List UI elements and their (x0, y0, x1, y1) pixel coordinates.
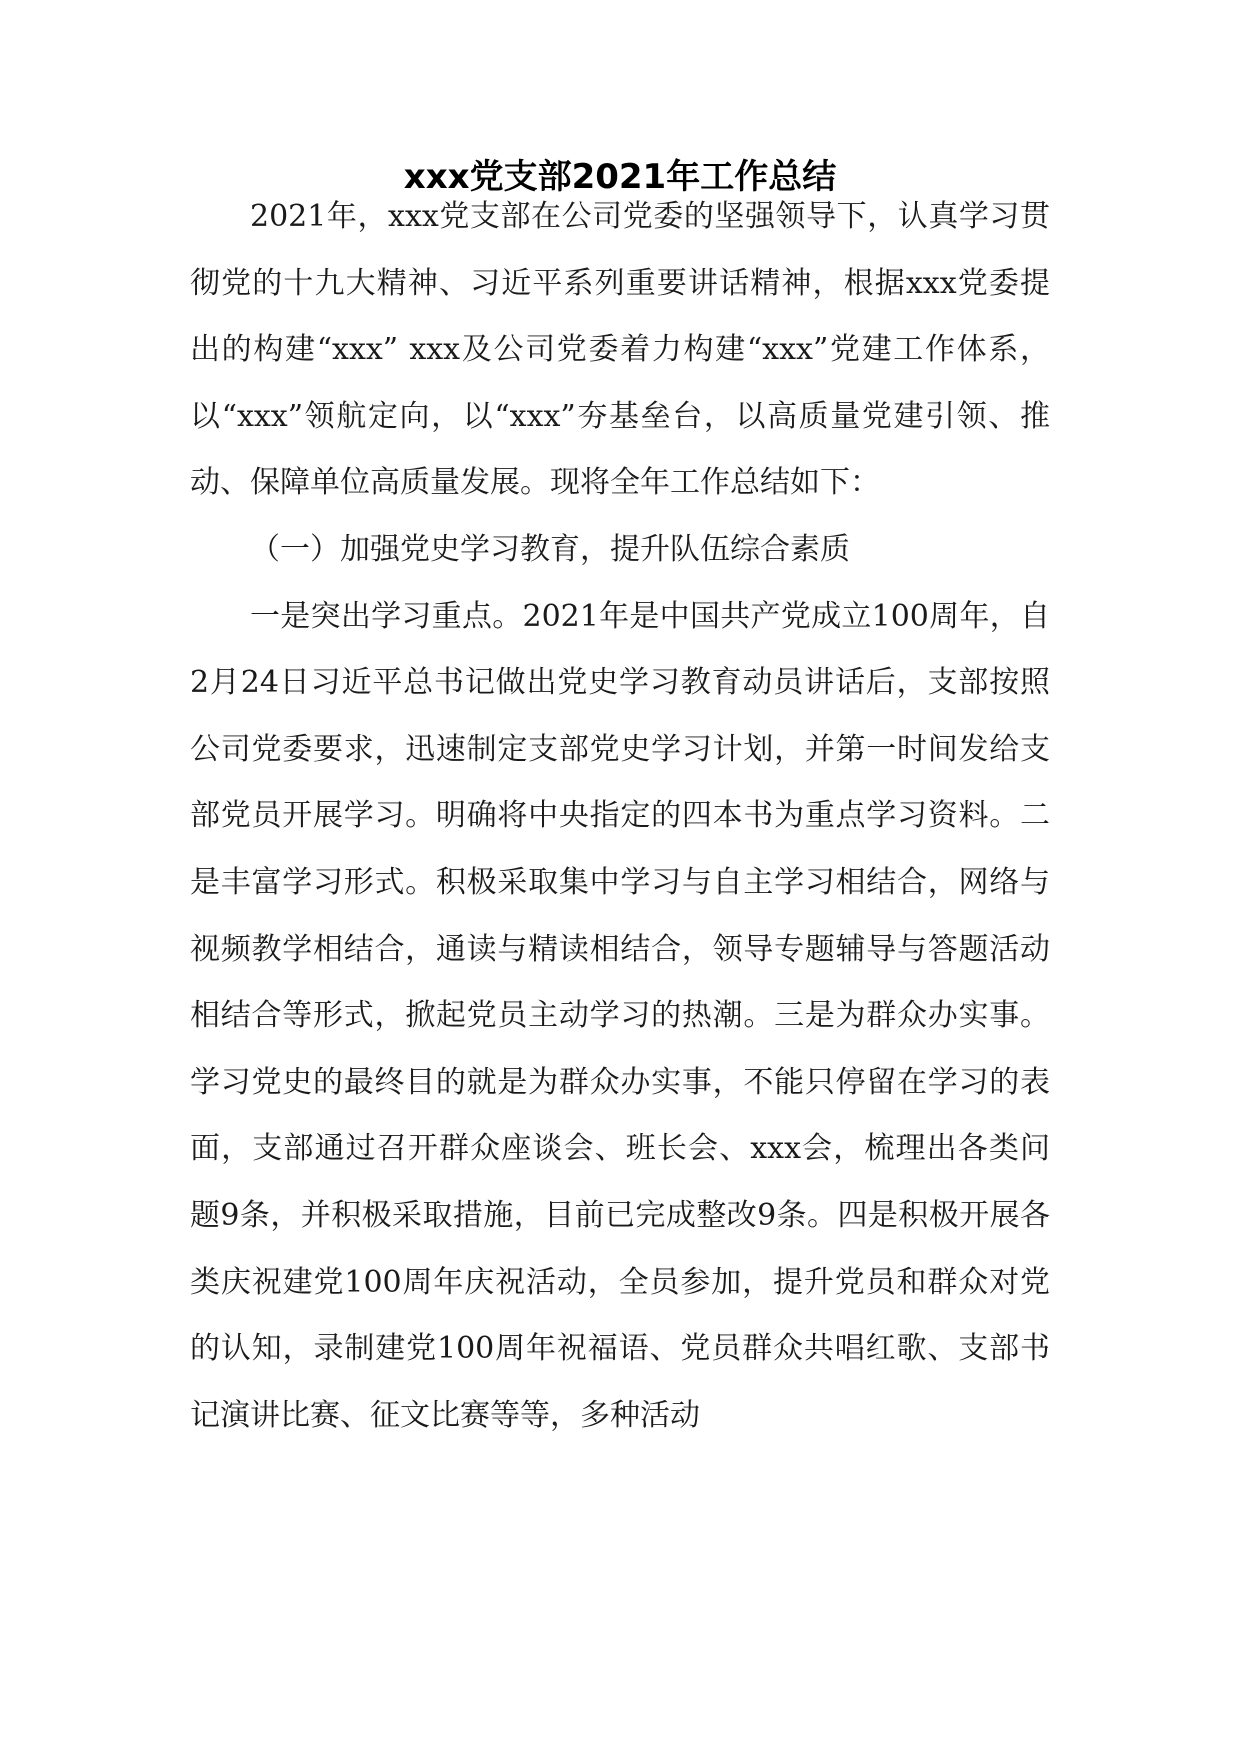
document-body (190, 184, 1050, 1449)
section-paragraph: 一是突出学习重点。2021年是中国共产党成立100周年，自2月24日习近平总书记做出党史学习教育动员讲话后，支部按照公司党委要求，迅速制定支部党史学习计划，并第一时间发给支部党员开展学习。明确将中央指定的四本书为重点学习资料。二是丰富学习形式。积极采取集中学习与自主学习相结合，网络与视频教学相结合，通读与精读相结合，领导专题辅导与答题活动相结合等形式，掀起党员主动学习的热潮。三是为群众办实事。学习党史的最终目的就是为群众办实事，不能只停留在学习的表面，支部通过召开群众座谈会、班长会、xxx会，梳理出各类问题9条，并积极采取措施，目前已完成整改9条。四是积极开展各类庆祝建党100周年庆祝活动，全员参加，提升党员和群众对党的认知，录制建党100周年祝福语、党员群众共唱红歌、支部书记演讲比赛、征文比赛等等，多种活动 (190, 598, 1050, 1433)
intro-paragraph: 2021年，xxx党支部在公司党委的坚强领导下，认真学习贯彻党的十九大精神、习近平系列重要讲话精神，根据xxx党委提出的构建“xxx” xxx及公司党委着力构建“xxx”党建工作体系，以“xxx”领航定向，以“xxx”夯基垒台，以高质量党建引领、推动、保障单位高质量发展。现将全年工作总结如下： (190, 199, 1050, 501)
section-heading: （一）加强党史学习教育，提升队伍综合素质 (250, 531, 850, 567)
document-title: xxx党支部2021年工作总结 (403, 157, 837, 197)
